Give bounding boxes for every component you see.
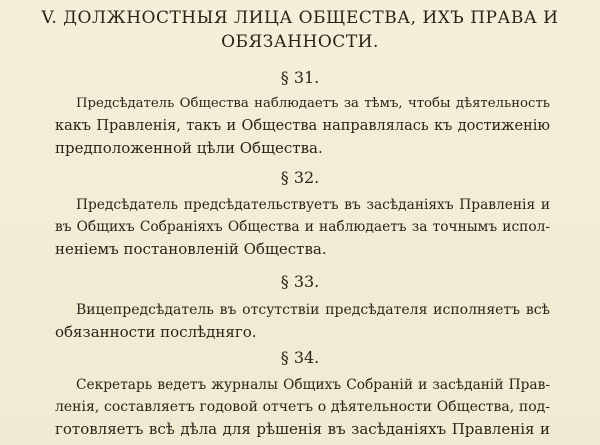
paragraph-31-line-3: предположенной цѣли Общества. — [55, 139, 323, 157]
paragraph-33-line-2: обязанности послѣдняго. — [55, 323, 257, 341]
paragraph-34-line-1: Секретарь ведетъ журналы Общихъ Собраній и засѣданій Прав- — [76, 377, 550, 393]
section-heading-line-1: V. ДОЛЖНОСТНЫЯ ЛИЦА ОБЩЕСТВА, ИХЪ ПРАВА И — [41, 8, 559, 28]
paragraph-32-line-3: неніемъ постановленій Общества. — [55, 240, 327, 258]
paragraph-34-line-3: готовляетъ всѣ дѣла для рѣшенія въ засѣданіяхъ Правленія и — [55, 420, 550, 438]
paragraph-31-line-1: Предсѣдатель Общества наблюдаетъ за тѣмъ, чтобы дѣятельность — [76, 96, 550, 111]
paragraph-31-line-2: какъ Правленія, такъ и Общества направлялась къ достиженію — [55, 118, 550, 134]
paragraph-number-34: § 34. — [280, 348, 320, 367]
paragraph-number-32: § 32. — [280, 168, 320, 187]
paragraph-32-line-1: Предсѣдатель предсѣдательствуетъ въ засѣданіяхъ Правленія и — [76, 197, 550, 213]
paragraph-32-line-2: въ Общихъ Собраніяхъ Общества и наблюдаетъ за точнымъ испол- — [55, 219, 550, 235]
paragraph-34-line-2: ленія, составляетъ годовой отчетъ о дѣятельности Общества, под- — [55, 399, 550, 415]
paragraph-number-33: § 33. — [280, 272, 320, 291]
paragraph-33-line-1: Вицепредсѣдатель въ отсутствіи предсѣдателя исполняетъ всѣ — [76, 302, 550, 318]
paragraph-number-31: § 31. — [280, 68, 320, 87]
section-heading-line-2: ОБЯЗАННОСТИ. — [221, 32, 379, 52]
